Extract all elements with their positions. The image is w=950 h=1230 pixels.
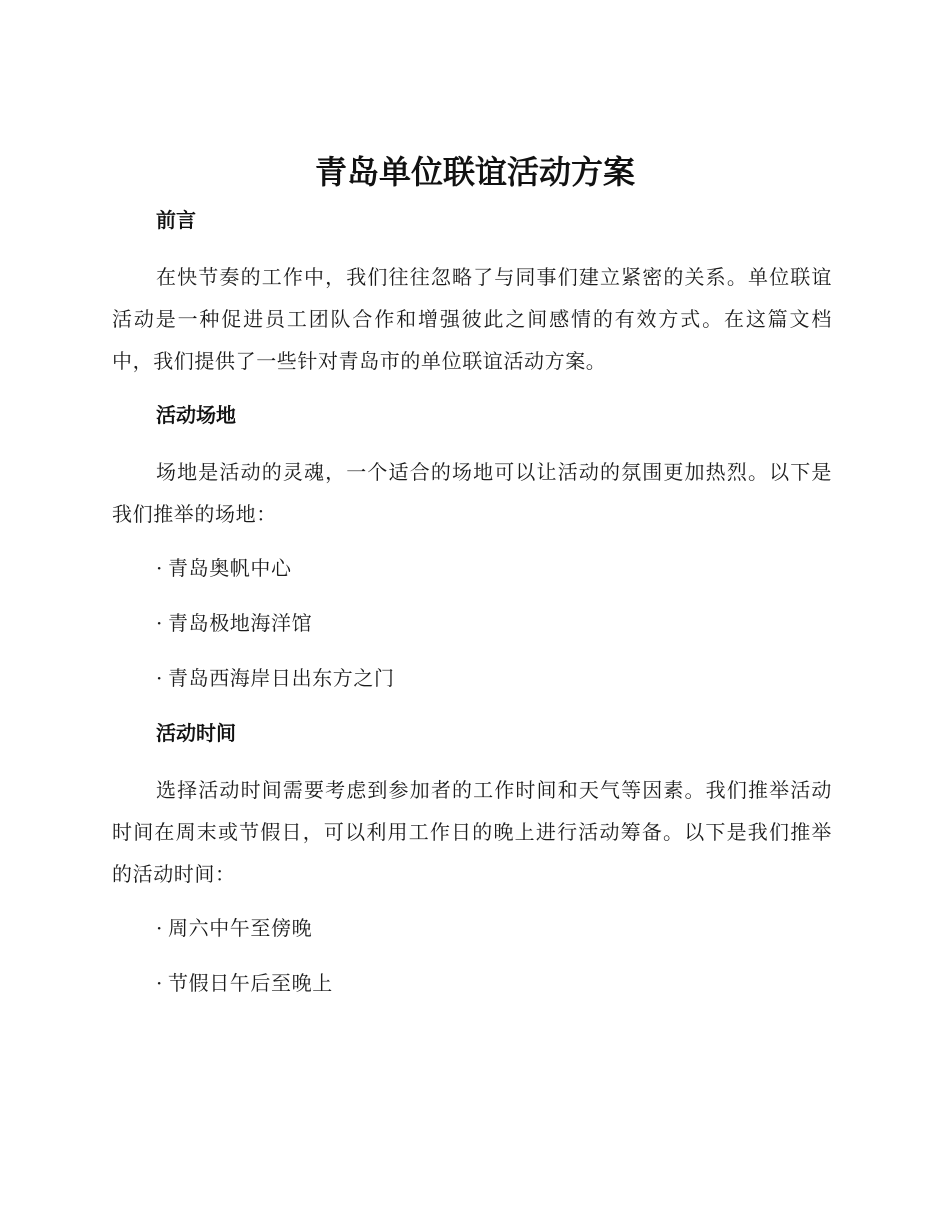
bullet-marker: · — [156, 556, 163, 580]
list-item-text: 节假日午后至晚上 — [168, 971, 333, 995]
bullet-marker: · — [156, 916, 163, 940]
bullet-marker: · — [156, 666, 163, 690]
document-body — [112, 200, 832, 1018]
venue-paragraph: 场地是活动的灵魂，一个适合的场地可以让活动的氛围更加热烈。以下是我们推举的场地： — [112, 460, 832, 526]
section-heading-venue: 活动场地 — [156, 403, 236, 427]
document-title: 青岛单位联谊活动方案 — [314, 153, 635, 191]
list-item — [112, 963, 832, 1003]
list-item-text: 青岛西海岸日出东方之门 — [168, 666, 395, 690]
list-item — [112, 658, 832, 698]
section-heading-preface: 前言 — [156, 208, 196, 232]
bullet-marker: · — [156, 611, 163, 635]
bullet-marker: · — [156, 971, 163, 995]
list-item-text: 青岛极地海洋馆 — [168, 611, 313, 635]
section-heading-time: 活动时间 — [156, 721, 236, 745]
preface-paragraph: 在快节奏的工作中，我们往往忽略了与同事们建立紧密的关系。单位联谊活动是一种促进员工团队合作和增强彼此之间感情的有效方式。在这篇文档中，我们提供了一些针对青岛市的单位联谊活动方案。 — [112, 265, 832, 373]
list-item-text: 青岛奥帆中心 — [168, 556, 292, 580]
list-item — [112, 603, 832, 643]
list-item — [112, 548, 832, 588]
time-paragraph: 选择活动时间需要考虑到参加者的工作时间和天气等因素。我们推举活动时间在周末或节假日，可以利用工作日的晚上进行活动筹备。以下是我们推举的活动时间： — [112, 778, 832, 886]
list-item-text: 周六中午至傍晚 — [168, 916, 313, 940]
list-item — [112, 908, 832, 948]
